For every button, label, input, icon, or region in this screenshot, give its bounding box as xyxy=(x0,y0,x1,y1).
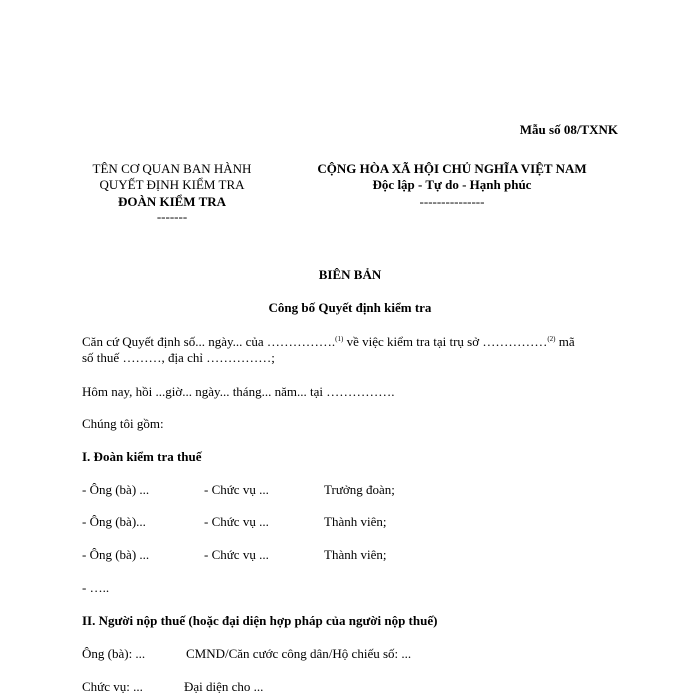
member-3-role: Thành viên; xyxy=(324,547,387,562)
basis-text-part2: về việc kiểm tra tại trụ sở …………… xyxy=(343,334,548,349)
member-3-name: - Ông (bà) ... xyxy=(82,547,150,562)
issuer-divider: ------- xyxy=(156,209,188,224)
footnote-ref-2: (2) xyxy=(547,335,556,343)
taxpayer-position: Chức vụ: ... xyxy=(82,679,143,694)
national-title: CỘNG HÒA XÃ HỘI CHỦ NGHĨA VIỆT NAM xyxy=(317,161,587,176)
basis-paragraph-line2: số thuế ………, địa chỉ ……………; xyxy=(82,350,275,365)
document-subtitle: Công bố Quyết định kiểm tra xyxy=(268,300,432,315)
member-1-position: - Chức vụ ... xyxy=(204,482,269,497)
taxpayer-name: Ông (bà): ... xyxy=(82,646,146,661)
national-motto: Độc lập - Tự do - Hạnh phúc xyxy=(372,177,532,192)
member-1-name: - Ông (bà) ... xyxy=(82,482,150,497)
member-1-role: Trưởng đoàn; xyxy=(324,482,395,497)
member-3-position: - Chức vụ ... xyxy=(204,547,269,562)
document-title: BIÊN BẢN xyxy=(318,267,382,282)
basis-text-part3: mã xyxy=(555,334,575,349)
taxpayer-representing: Đại diện cho ... xyxy=(184,679,264,694)
section-2-heading: II. Người nộp thuế (hoặc đại diện hợp pháp của người nộp thuế) xyxy=(82,613,438,628)
issuer-name-line3: ĐOÀN KIỂM TRA xyxy=(117,194,227,209)
form-code: Mẫu số 08/TXNK xyxy=(519,122,618,137)
national-divider: --------------- xyxy=(419,194,485,209)
member-2-position: - Chức vụ ... xyxy=(204,514,269,529)
time-place-paragraph: Hôm nay, hồi ...giờ... ngày... tháng... năm... tại ……………. xyxy=(82,384,395,399)
basis-text-part1: Căn cứ Quyết định số... ngày... của ……………. xyxy=(82,334,336,349)
participants-intro: Chúng tôi gồm: xyxy=(82,416,164,431)
issuer-name-line1: TÊN CƠ QUAN BAN HÀNH xyxy=(92,161,252,176)
member-more: - ….. xyxy=(82,580,110,595)
member-2-role: Thành viên; xyxy=(324,514,387,529)
member-2-name: - Ông (bà)... xyxy=(82,514,146,529)
section-1-heading: I. Đoàn kiểm tra thuế xyxy=(82,449,202,464)
basis-paragraph xyxy=(82,334,575,350)
issuer-name-line2: QUYẾT ĐỊNH KIỂM TRA xyxy=(99,177,245,192)
taxpayer-id: CMND/Căn cước công dân/Hộ chiếu số: ... xyxy=(186,646,412,661)
footnote-ref-1: (1) xyxy=(335,335,344,343)
